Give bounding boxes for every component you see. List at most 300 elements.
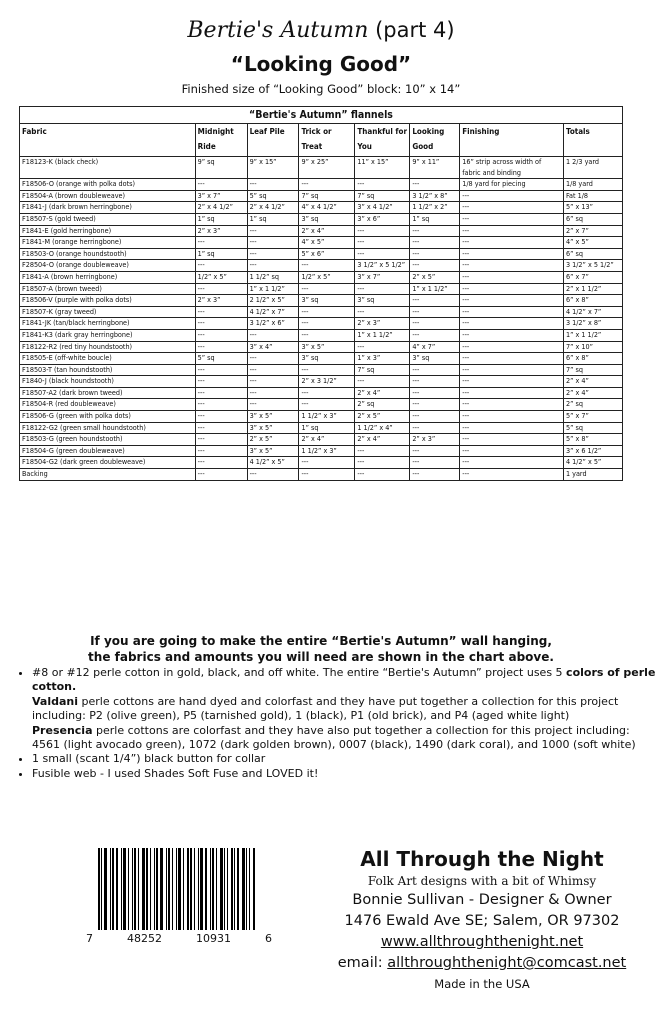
table-cell: --- [460,376,564,388]
table-heading: “Bertie's Autumn” flannels [20,107,623,124]
table-cell: 3” sq [299,353,355,365]
table-cell: --- [410,237,460,249]
table-cell: 1 1/2” sq [247,271,299,283]
table-cell: --- [460,329,564,341]
table-cell: F1840-J (black houndstooth) [20,376,196,388]
table-cell: 2” x 4” [355,387,410,399]
table-cell: 3” x 7” [195,190,247,202]
barcode-bar [156,848,158,930]
table-cell: --- [299,283,355,295]
table-cell: 2” x 4” [299,225,355,237]
barcode-bar [253,848,255,930]
table-cell: --- [410,422,460,434]
table-cell: 2” x 4” [563,387,622,399]
table-cell: --- [195,411,247,423]
table-cell: --- [195,306,247,318]
table-cell: --- [195,237,247,249]
barcode-bar [212,848,214,930]
table-row [20,306,623,318]
barcode-bar [98,848,100,930]
table-cell: F18505-E (off-white boucle) [20,353,196,365]
table-cell: --- [410,318,460,330]
barcode-bar [110,848,111,930]
table-cell: 3” sq [299,295,355,307]
presencia-text: perle cottons are colorfast and they have also put together a collection for this project including: 4561 (light avocado green), 1072 (dark golden brown), 0007 (black), 1490 (dark coral), and 1000 (soft white) [32,723,636,752]
list-item-button: • 1 small (scant 1/4”) black button for collar [32,752,657,766]
table-cell: 1 1/2” x 3” [299,445,355,457]
address-line: 1476 Ewald Ave SE; Salem, OR 97302 [344,913,620,929]
table-cell: --- [410,376,460,388]
table-cell: F18122-G2 (green small houndstooth) [20,422,196,434]
table-cell: 9” sq [195,157,247,179]
table-cell: 7” sq [299,190,355,202]
table-cell: 2” x 3” [195,225,247,237]
barcode-bar [166,848,167,930]
table-cell: F1841-K3 (dark gray herringbone) [20,329,196,341]
table-cell: --- [195,179,247,191]
table-row [20,318,623,330]
table-cell: 1” x 1 1/2” [247,283,299,295]
table-cell: 5” sq [247,190,299,202]
table-cell: 2” x 4” [563,376,622,388]
barcode-bar [112,848,114,930]
table-cell: 3 1/2” x 6” [247,318,299,330]
company-info [330,846,634,994]
barcode-bar [237,848,239,930]
table-cell: --- [195,329,247,341]
table-cell: 4 1/2” x 7” [563,306,622,318]
block-name: “Looking Good” [230,52,412,76]
table-cell: 2 1/2” x 5” [247,295,299,307]
table-cell: --- [410,295,460,307]
table-row [20,387,623,399]
table-cell: 3” sq [299,213,355,225]
table-cell: --- [460,469,564,481]
table-cell: F18506-V (purple with polka dots) [20,295,196,307]
table-cell: --- [460,295,564,307]
table-cell: --- [299,260,355,272]
table-cell: 16” strip across width of fabric and binding [460,157,564,179]
barcode-digit-4: 6 [265,932,272,945]
email-label: email: [337,955,388,971]
barcode-bar [146,848,148,930]
table-cell: --- [355,457,410,469]
table-cell: F18503-O (orange houndstooth) [20,248,196,260]
table-cell: --- [410,248,460,260]
barcode-bar [205,848,207,930]
column-header: Finishing [460,124,564,157]
table-cell: --- [355,306,410,318]
column-header: Totals [563,124,622,157]
table-row [20,411,623,423]
table-cell: --- [355,225,410,237]
table-cell: 5” sq [563,422,622,434]
table-cell: --- [247,387,299,399]
table-cell: --- [410,306,460,318]
barcode-digit-1: 7 [86,932,93,945]
table-cell: --- [195,422,247,434]
table-cell: --- [460,364,564,376]
table-cell: 2” x 3 1/2” [299,376,355,388]
table-cell: --- [195,341,247,353]
table-cell: --- [247,237,299,249]
email-link[interactable]: allthroughthenight@comcast.net [387,955,627,971]
table-row [20,271,623,283]
flannels-table [19,106,623,481]
table-cell: 7” sq [355,364,410,376]
table-cell: --- [460,457,564,469]
table-cell: 9” x 25” [299,157,355,179]
table-cell: --- [247,353,299,365]
table-cell: 9” x 15” [247,157,299,179]
table-row [20,260,623,272]
barcode-bar [172,848,173,930]
table-cell: F18122-R2 (red tiny houndstooth) [20,341,196,353]
table-cell: --- [410,225,460,237]
column-header: Midnight Ride [195,124,247,157]
table-cell: --- [355,376,410,388]
table-cell: --- [247,248,299,260]
table-cell: Fat 1/8 [563,190,622,202]
table-cell: F18504-R (red doubleweave) [20,399,196,411]
table-cell: --- [355,283,410,295]
barcode-bar [134,848,136,930]
table-cell: 1” sq [299,422,355,434]
table-cell: F1841-E (gold herringbone) [20,225,196,237]
barcode-bar [150,848,151,930]
table-cell: 1” sq [410,213,460,225]
table-cell: 6” x 8” [563,295,622,307]
table-cell: --- [410,260,460,272]
barcode-bar [200,848,203,930]
table-row [20,399,623,411]
table-cell: 7” x 10” [563,341,622,353]
table-cell: 3” x 6 1/2” [563,445,622,457]
table-cell: 2” x 7” [563,225,622,237]
table-cell: 1/8 yard for piecing [460,179,564,191]
table-cell: 2” x 5” [247,434,299,446]
barcode-digit-2: 48252 [127,932,162,945]
table-row [20,295,623,307]
perle-bold: colors of perle cotton. [32,666,656,694]
table-row [20,225,623,237]
table-cell: 3” x 5” [247,445,299,457]
table-cell: --- [299,318,355,330]
table-cell: 1 1/2” x 4” [355,422,410,434]
title-part: (part 4) [375,18,455,42]
table-cell: --- [355,179,410,191]
table-cell: Backing [20,469,196,481]
table-cell: --- [195,376,247,388]
table-cell: --- [410,445,460,457]
table-cell: --- [410,364,460,376]
table-cell: 3” x 4 1/2” [355,202,410,214]
note-line-2: the fabrics and amounts you will need are shown in the chart above. [88,650,554,664]
table-cell: --- [460,422,564,434]
table-row [20,202,623,214]
barcode-bar [220,848,223,930]
barcode-bar [101,848,102,930]
table-cell: 5” x 8” [563,434,622,446]
table-cell: --- [460,399,564,411]
table-cell: --- [460,225,564,237]
barcode-bar [190,848,192,930]
block-size: Finished size of “Looking Good” block: 10” x 14” [181,82,461,96]
table-cell: 3” x 4” [247,341,299,353]
table-cell: F1841-M (orange herringbone) [20,237,196,249]
table-cell: 2” sq [563,399,622,411]
page-title [0,18,642,43]
table-cell: --- [247,469,299,481]
table-cell: 3 1/2” x 8” [410,190,460,202]
table-cell: --- [195,457,247,469]
table-cell: 3 1/2” x 5 1/2” [355,260,410,272]
barcode-bar [249,848,250,930]
table-cell: 7” sq [563,364,622,376]
table-cell: 5” x 13” [563,202,622,214]
table-cell: --- [195,469,247,481]
table-cell: --- [355,248,410,260]
barcode-bar [198,848,199,930]
table-cell: --- [460,213,564,225]
table-cell: F18504-G (green doubleweave) [20,445,196,457]
table-cell: 3 1/2” x 8” [563,318,622,330]
perle-intro: #8 or #12 perle cotton in gold, black, and off white. The entire “Bertie's Autumn” project uses 5 [32,666,567,679]
valdani-name: Valdani [32,694,79,708]
table-cell: --- [299,306,355,318]
table-cell: --- [355,237,410,249]
table-cell: --- [355,445,410,457]
barcode-bar [210,848,211,930]
barcode-digit-3: 10931 [196,932,231,945]
table-row [20,248,623,260]
barcode-bar [216,848,217,930]
barcode-bar [168,848,170,930]
table-cell: 2” x 4 1/2” [247,202,299,214]
column-header: Leaf Pile [247,124,299,157]
table-cell: 4” x 7” [410,341,460,353]
barcode-bar [187,848,189,930]
table-cell: --- [299,399,355,411]
table-cell: 6” x 7” [563,271,622,283]
table-cell: F18507-K (gray tweed) [20,306,196,318]
table-cell: --- [299,457,355,469]
table-cell: 2” x 1 1/2” [563,283,622,295]
made-in-usa: Made in the USA [434,977,530,991]
table-cell: --- [299,387,355,399]
table-cell: 2” x 4” [299,434,355,446]
table-cell: 1” x 1 1/2” [355,329,410,341]
table-cell: 9” x 11” [410,157,460,179]
table-cell: --- [299,329,355,341]
barcode-bar [116,848,118,930]
table-cell: 5” x 6” [299,248,355,260]
owner-line: Bonnie Sullivan - Designer & Owner [352,892,612,908]
table-cell: F18504-A (brown doubleweave) [20,190,196,202]
barcode-bar [224,848,225,930]
table-cell: 1” x 3” [355,353,410,365]
table-cell: 1/2” x 5” [299,271,355,283]
barcode-bar [142,848,145,930]
table-cell: --- [460,271,564,283]
table-cell: --- [195,318,247,330]
table-cell: --- [460,190,564,202]
table-cell: 4” x 5” [299,237,355,249]
table-cell: 1” x 1 1/2” [563,329,622,341]
table-cell: F18503-G (green houndstooth) [20,434,196,446]
valdani-paragraph [32,695,657,724]
table-cell: 3” x 7” [355,271,410,283]
supplies-list [12,666,657,781]
column-header: Fabric [20,124,196,157]
table-row [20,341,623,353]
table-cell: 7” sq [355,190,410,202]
column-header: Looking Good [410,124,460,157]
table-cell: 3” x 6” [355,213,410,225]
table-cell: 2” x 5” [355,411,410,423]
table-cell: 1 2/3 yard [563,157,622,179]
barcode-bar [242,848,245,930]
table-cell: 1 1/2” x 3” [299,411,355,423]
table-row [20,422,623,434]
company-tagline: Folk Art designs with a bit of Whimsy [367,874,597,888]
table-cell: --- [460,411,564,423]
table-cell: 3” x 5” [247,422,299,434]
table-cell: 2” x 4 1/2” [195,202,247,214]
table-cell: --- [247,364,299,376]
barcode-bar [231,848,233,930]
table-cell: 1 yard [563,469,622,481]
table-cell: --- [460,445,564,457]
table-cell: --- [247,225,299,237]
company-name: All Through the Night [360,847,604,871]
barcode-bar [160,848,163,930]
table-cell: 6” sq [563,213,622,225]
barcode-bar [121,848,122,930]
barcode-bar [234,848,235,930]
column-header: Trick or Treat [299,124,355,157]
table-cell: --- [195,283,247,295]
barcode-digits [86,932,272,945]
table-cell: --- [195,445,247,457]
table-cell: --- [460,306,564,318]
table-cell: --- [410,469,460,481]
table-cell: F18506-O (orange with polka dots) [20,179,196,191]
table-row [20,157,623,179]
table-cell: 2” x 3” [195,295,247,307]
table-cell: 1/2” x 5” [195,271,247,283]
table-cell: F18504-G2 (dark green doubleweave) [20,457,196,469]
table-cell: 6” x 8” [563,353,622,365]
presencia-paragraph [32,724,657,753]
table-cell: --- [247,376,299,388]
table-cell: --- [410,457,460,469]
table-cell: F1841-JK (tan/black herringbone) [20,318,196,330]
table-cell: --- [247,329,299,341]
table-body [20,157,623,481]
table-cell: 11” x 15” [355,157,410,179]
wall-hanging-note [0,633,642,665]
table-cell: --- [410,179,460,191]
table-cell: --- [410,387,460,399]
table-cell: 1 1/2” x 2” [410,202,460,214]
note-line-1: If you are going to make the entire “Bertie's Autumn” wall hanging, [90,634,552,648]
column-header-row [20,124,623,157]
table-cell: F1841-J (dark brown herringbone) [20,202,196,214]
table-cell: --- [195,364,247,376]
table-row [20,469,623,481]
table-cell: --- [247,399,299,411]
email-line [330,953,634,974]
table-row [20,179,623,191]
table-cell: --- [410,399,460,411]
valdani-text: perle cottons are hand dyed and colorfast and they have put together a collection for this project including: P2 (olive green), P5 (tarnished gold), 1 (black), P1 (old brick), and P4 (aged white light) [32,694,619,723]
table-cell: 1/8 yard [563,179,622,191]
table-cell: 4 1/2” x 5” [563,457,622,469]
table-cell: 5” sq [195,353,247,365]
presencia-name: Presencia [32,723,93,737]
table-cell: --- [460,341,564,353]
barcode-bar [128,848,129,930]
table-cell: 1” sq [195,213,247,225]
table-cell: --- [299,469,355,481]
title-fancy: Bertie's Autumn [187,18,369,43]
table-cell: 5” x 7” [563,411,622,423]
table-cell: --- [195,387,247,399]
table-cell: --- [195,399,247,411]
barcode-bar [227,848,228,930]
table-cell: --- [460,237,564,249]
table-cell: --- [195,260,247,272]
list-item-perle [32,666,657,752]
table-cell: --- [410,329,460,341]
table-cell: F18507-A2 (dark brown tweed) [20,387,196,399]
table-row [20,353,623,365]
table-cell: --- [460,248,564,260]
table-cell: 2” x 4” [355,434,410,446]
barcode-bar [183,848,184,930]
barcode-bar [104,848,107,930]
table-row [20,434,623,446]
table-cell: 4” x 5” [563,237,622,249]
table-cell: 3 1/2” x 5 1/2” [563,260,622,272]
table-cell: 2” x 3” [355,318,410,330]
website-link[interactable]: www.allthroughthenight.net [380,934,584,950]
table-cell: F18507-A (brown tweed) [20,283,196,295]
table-cell: 2” sq [355,399,410,411]
barcode-bar [194,848,195,930]
table-cell: --- [460,353,564,365]
list-item-fusible: • Fusible web - I used Shades Soft Fuse and LOVED it! [32,767,657,781]
table-cell: --- [355,341,410,353]
table-cell: 4” x 4 1/2” [299,202,355,214]
table-cell: F18123-K (black check) [20,157,196,179]
table-cell: F18503-T (tan houndstooth) [20,364,196,376]
table-cell: 3” sq [355,295,410,307]
table-row [20,457,623,469]
barcode-bar [176,848,177,930]
table-cell: 3” x 5” [247,411,299,423]
table-cell: 1” sq [195,248,247,260]
barcode-bar [178,848,181,930]
table-cell: F18506-G (green with polka dots) [20,411,196,423]
table-cell: 1” x 1 1/2” [410,283,460,295]
table-cell: --- [247,179,299,191]
table-cell: 3” x 5” [299,341,355,353]
table-cell: 2” x 5” [410,271,460,283]
table-cell: --- [460,387,564,399]
table-cell: --- [460,202,564,214]
